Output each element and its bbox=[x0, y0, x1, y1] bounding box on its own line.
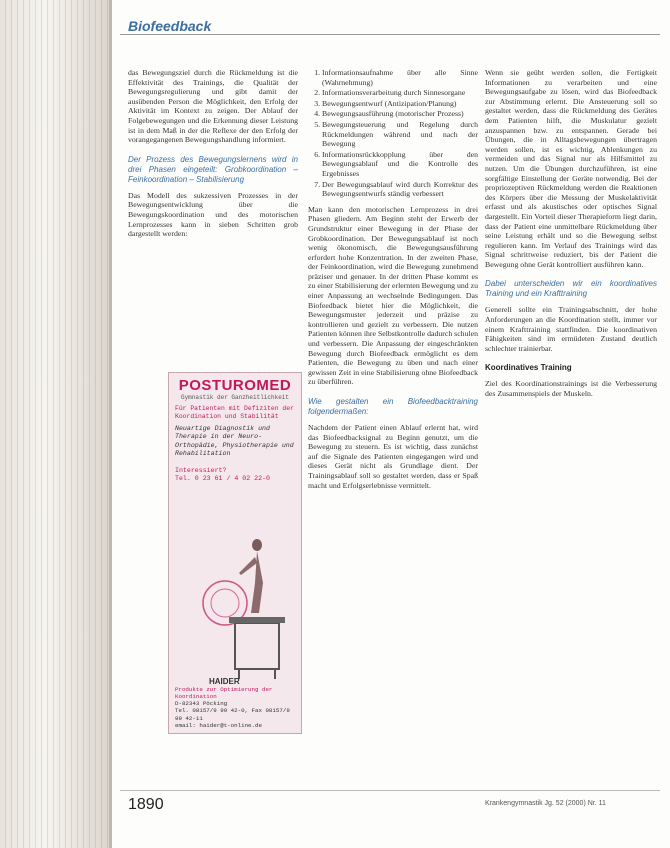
list-item: 7. Der Bewegungsablauf wird durch Korrektur des Bewegungsentwurfs ständig verbessert bbox=[322, 180, 478, 199]
ad-brand-subtitle: Gymnastik der Ganzheitlichkeit bbox=[180, 394, 290, 401]
col2-subheading: Wie gestalten ein Biofeedbacktraining folgendermaßen: bbox=[308, 397, 478, 416]
learning-steps-list bbox=[308, 68, 478, 199]
column-2 bbox=[308, 68, 478, 496]
ad-contact bbox=[175, 467, 295, 484]
col3-subheading: Dabei unterscheiden wir ein koordinatives Training und ein Krafttraining bbox=[485, 279, 657, 299]
col3-paragraph-1: Wenn sie geübt werden sollen, die Fertigkeit Informationen zu verarbeiten und eine Bewegungsaufgabe zu lösen, wird das Biofeedback zur Abstimmung erlernt. Die Ansteuerung soll so gestaltet werden, dass die Rückmeldung des Gerätes dem Patienten hilft, die Muskulatur gezielt anzuspannen bzw. zu entspannen. Gerade bei Übungen, die in Alltagsbewegungen übertragen werden sollen, ist es wichtig, Ablenkungen zu vermeiden und das Signal nur als Hilfsmittel zu nutzen. Um die Übungen durchzuführen, ist eine sorgfältige Einstellung der Geräte notwendig. Bei der propriozeptiven Rückmeldung werden die Reaktionen des Körpers über die Messung der Muskelaktivität erfasst und als akustisches oder optisches Signal dargestellt. Ein Vorteil dieser Therapieform liegt darin, dass der Patient eine unmittelbare Rückmeldung über seine Leistung erhält und so die Bewegung selbst regulieren kann. Im Verlauf des Trainings wird das Signal schrittweise reduziert, bis der Patient die Bewegung ohne Gerät kontrolliert ausführen kann. bbox=[485, 68, 657, 269]
list-item: 3. Bewegungsentwurf (Antizipation/Planung) bbox=[322, 99, 478, 109]
ad-phone-label: Interessiert? bbox=[175, 466, 227, 474]
list-item: 2. Informationsverarbeitung durch Sinnesorgane bbox=[322, 88, 478, 98]
posturomed-advertisement bbox=[168, 372, 302, 734]
column-3 bbox=[485, 68, 657, 405]
col3-subheading-coordination: Koordinatives Training bbox=[485, 363, 572, 373]
ad-footer-email: email: haider@t-online.de bbox=[175, 721, 262, 729]
ad-brand-title: POSTUROMED bbox=[178, 377, 292, 394]
col2-paragraph-1: Man kann den motorischen Lernprozess in drei Phasen gliedern. Am Beginn steht der Erwerb der Grundstruktur einer Bewegung in der Phase der Grobkoordination. Der Bewegungsablauf ist noch wenig ökonomisch, die Bewegungsausführung erfordert hohe Konzentration. In der zweiten Phase, der Feinkoordination, wird die Bewegung zunehmend präziser und genauer. In der dritten Phase kommt es zu einer Stabilisierung der erlernten Bewegung und zu einer Anpassung an wechselnde Bedingungen. Das Biofeedback bietet hier die Möglichkeit, die Bewegungsmuster jederzeit und präzise zu kontrollieren und gezielt zu verbessern. Die nutzen Patienten können ihre Selbstkontrolle dadurch schulen und verbessern. Die Anpassung der eingeschränkten Bewegung durch Biofeedback ermöglicht es dem Patienten, die Bewegung zu üben und nach einer gewissen Zeit in eine Stabilisierung ohne Biofeedback zu überführen. bbox=[308, 204, 478, 387]
ad-body-text: Neuartige Diagnostik und Therapie in der Neuro-Orthopädie, Physiotherapie und Rehabilitation bbox=[175, 425, 294, 458]
ad-footer-address: D-82343 Pöcking bbox=[175, 700, 228, 708]
ad-maker-logo: HAIDER bbox=[209, 677, 240, 686]
ad-footer-tagline: Produkte zur Optimierung der Koordination bbox=[175, 685, 273, 700]
ad-device-person-illustration bbox=[199, 533, 289, 683]
header-rule bbox=[120, 34, 660, 35]
list-item: 4. Bewegungsausführung (motorischer Prozess) bbox=[322, 109, 478, 119]
col1-subheading: Der Prozess des Bewegungslernens wird in drei Phasen eingeteilt: Grobkoordination – Feinkoordination – Stabilisierung bbox=[128, 154, 298, 184]
ad-phone-number: Tel. 0 23 61 / 4 02 22-0 bbox=[175, 475, 270, 483]
col3-paragraph-2: Generell sollte ein Trainingsabschnitt, der hohe Anforderungen an die Koordination stellt, immer vor einem Krafttraining stattfinden. Die koordinativen Fähigkeiten sind im ermüdeten Zustand deutlich schlechter trainierbar. bbox=[485, 305, 657, 353]
footer-rule bbox=[120, 790, 660, 791]
col1-paragraph-2: Das Modell des sukzessiven Prozesses in der Bewegungsentwicklung über die Bewegungskoordination und des motorischen Lernprozesses kann in sieben Schritten grob dargestellt werden: bbox=[128, 190, 298, 239]
list-item: 6. Informationsrückkopplung über den Bewegungsablauf und die Kontrolle des Ergebnisses bbox=[322, 150, 478, 179]
ad-footer bbox=[175, 686, 295, 729]
ad-footer-phone: Tel. 08157/9 99 42-0, Fax 08157/9 99 42-11 bbox=[175, 707, 290, 722]
page-number: 1890 bbox=[128, 796, 164, 813]
col3-paragraph-3: Ziel des Koordinationstrainings ist die Verbesserung des Zusammenspiels der Muskeln. bbox=[485, 379, 657, 399]
journal-citation: Krankengymnastik Jg. 52 (2000) Nr. 11 bbox=[485, 800, 606, 807]
col2-paragraph-2: Nachdem der Patient einen Ablauf erlernt hat, wird das Biofeedbacksignal zu Beginn genutzt, um die Bewegung zu steuern. Es ist wichtig, dass zunächst auf die Signale des Patienten eingegangen wird und dieses Gerät nicht als Grundlage dient. Der Trainingsablauf soll so gestaltet werden, dass er Spaß macht und Erfolgserlebnisse vermittelt. bbox=[308, 423, 478, 490]
column-1 bbox=[128, 68, 298, 245]
list-item: 1. Informationsaufnahme über alle Sinne (Wahrnehmung) bbox=[322, 68, 478, 87]
running-header: Biofeedback bbox=[128, 18, 212, 34]
list-item: 5. Bewegungsteuerung und Regelung durch Rückmeldungen während und nach der Bewegung bbox=[322, 120, 478, 149]
page-stack-edges bbox=[0, 0, 112, 848]
col1-paragraph-1: das Bewegungsziel durch die Rückmeldung ist die Effektivität des Trainings, die Qualität der Bewegungsregulierung und gibt damit der ausübenden Person die Möglichkeit, den Erfolg der Aktivität im Kontext zu zeigen. Der Ablauf der Folgebewegungen und die Erkennung dieser Leistung ist in dem Maß in der die Reflexe der den Erfolg der vorangegangenen Bewegungshandlung informiert. bbox=[128, 68, 298, 145]
ad-target-text: Für Patienten mit Defiziten der Koordination und Stabilität bbox=[175, 405, 294, 420]
